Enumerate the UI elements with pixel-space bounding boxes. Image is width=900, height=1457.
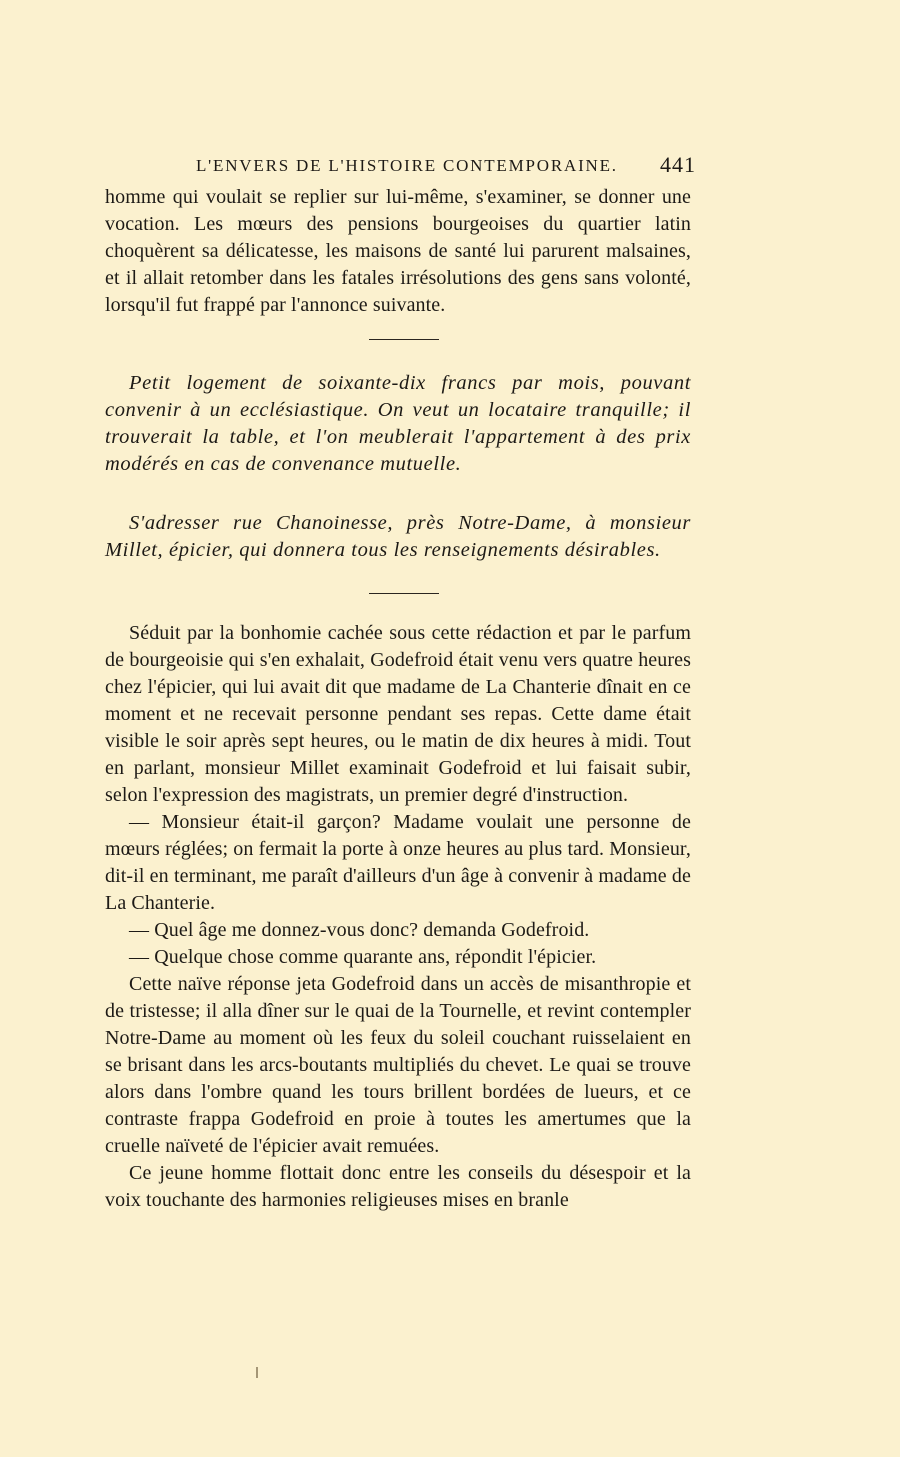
ink-mark [256, 1367, 258, 1378]
dialogue-line-3: — Quelque chose comme quarante ans, répondit l'épicier. [129, 946, 597, 968]
advertisement-paragraph-1: Petit logement de soixante-dix francs par mois, pouvant convenir à un ecclésiastique. On veut un locataire tranquille; il trouverait la table, et l'on meublerait l'appartement à des prix modérés en cas de convenance mutuelle. [105, 372, 691, 475]
separator-rule-top [369, 339, 439, 340]
paragraph-cette-naive: Cette naïve réponse jeta Godefroid dans un accès de misanthropie et de tristesse; il alla dîner sur le quai de la Tournelle, et revint contempler Notre-Dame au moment où les feux du soleil couchant ruisselaient en se brisant dans les arcs-boutants multipliés du chevet. Le quai se trouve alors dans l'ombre quand les tours brillent bordées de lueurs, et ce contraste frappa Godefroid en proie à toutes les amertumes que la cruelle naïveté de l'épicier avait remuées. [105, 973, 691, 1157]
paragraph-seduit: Séduit par la bonhomie cachée sous cette rédaction et par le parfum de bourgeoisie qui s'en exhalait, Godefroid était venu vers quatre heures chez l'épicier, qui lui avait dit que madame de La Chanterie dînait en ce moment et ne recevait personne pendant ses repas. Cette dame était visible le soir après sept heures, ou le matin de dix heures à midi. Tout en parlant, monsieur Millet examinait Godefroid et lui faisait subir, selon l'expression des magistrats, un premier degré d'instruction. [105, 622, 691, 806]
dialogue-line-1: — Monsieur était-il garçon? Madame voulait une personne de mœurs réglées; on fermait la porte à onze heures au plus tard. Monsieur, dit-il en terminant, me paraît d'ailleurs d'un âge à convenir à madame de La Chanterie. [105, 811, 691, 914]
advertisement-paragraph-2: S'adresser rue Chanoinesse, près Notre-Dame, à monsieur Millet, épicier, qui donnera tous les renseignements désirables. [105, 512, 691, 561]
page-number: 441 [660, 152, 696, 177]
separator-rule-bottom [369, 593, 439, 594]
dialogue-line-2: — Quel âge me donnez-vous donc? demanda Godefroid. [129, 919, 590, 941]
main-text [105, 620, 691, 1214]
page-header [196, 152, 696, 178]
running-title: L'ENVERS DE L'HISTOIRE CONTEMPORAINE. [196, 156, 618, 175]
paragraph-opening: homme qui voulait se replier sur lui-même, s'examiner, se donner une vocation. Les mœurs des pensions bourgeoises du quartier latin choquèrent sa délicatesse, les maisons de santé lui parurent malsaines, et il allait retomber dans les fatales irrésolutions des gens sans volonté, lorsqu'il fut frappé par l'annonce suivante. [105, 186, 691, 316]
paragraph-ce-jeune: Ce jeune homme flottait donc entre les conseils du désespoir et la voix touchante des harmonies religieuses mises en branle [105, 1162, 691, 1211]
